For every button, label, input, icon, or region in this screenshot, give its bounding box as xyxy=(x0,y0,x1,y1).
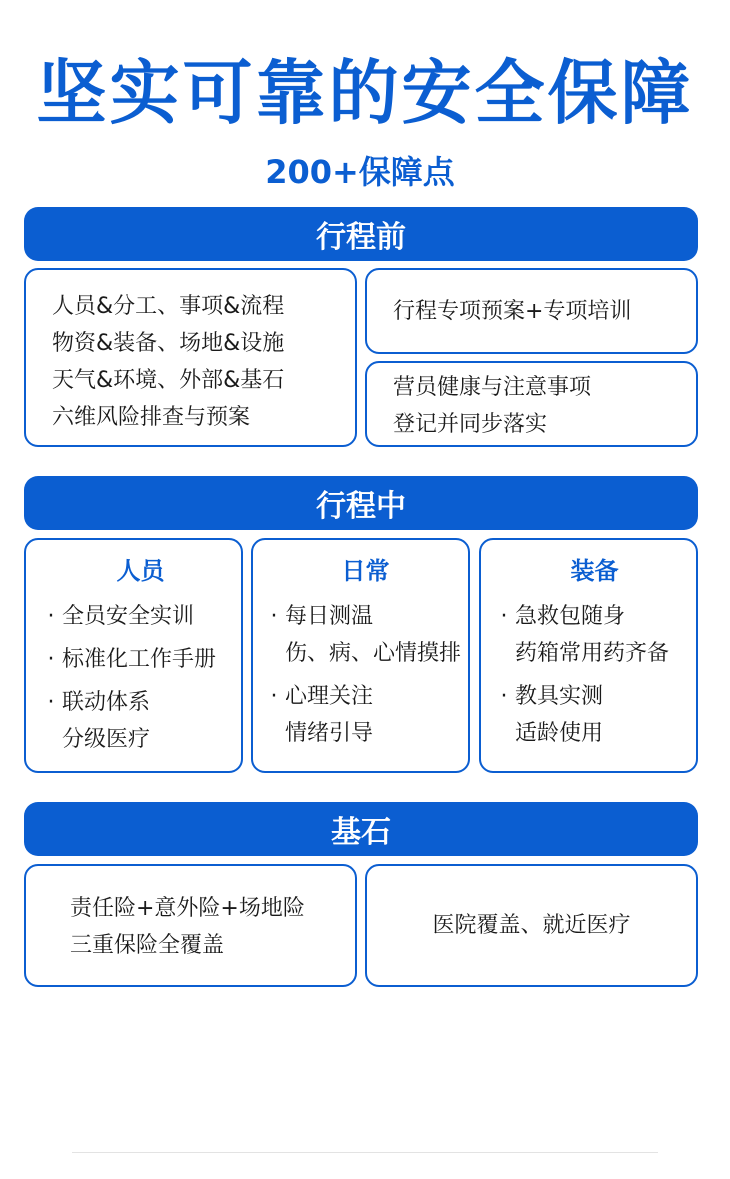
before-health-line: 登记并同步落实 xyxy=(393,412,548,437)
before-plan-card xyxy=(365,268,698,354)
foundation-hospital-card xyxy=(365,864,698,987)
page-subtitle: 200+保障点 xyxy=(265,153,455,191)
foundation-insurance-card xyxy=(24,864,357,987)
bullet-dot: · xyxy=(270,604,278,629)
foundation-insurance-line: 三重保险全覆盖 xyxy=(70,933,225,958)
footer-divider xyxy=(72,1152,658,1153)
bullet-dot: · xyxy=(47,604,55,629)
bullet-dot: · xyxy=(47,647,55,672)
during-col-equipment xyxy=(479,538,698,773)
before-risk-line: 天气&环境、外部&基石 xyxy=(52,368,285,393)
during-col-heading: 日常 xyxy=(341,557,390,585)
section-bar-foundation: 基石 xyxy=(24,802,698,856)
bullet-dot: · xyxy=(270,684,278,709)
before-risk-line: 人员&分工、事项&流程 xyxy=(52,294,285,319)
page-title: 坚实可靠的安全保障 xyxy=(36,52,694,134)
during-col-people xyxy=(24,538,243,773)
section-bar-before: 行程前 xyxy=(24,207,698,261)
before-risk-card xyxy=(24,268,357,447)
during-bullet-text: 心理关注 xyxy=(285,684,374,709)
before-risk-line: 六维风险排查与预案 xyxy=(52,405,251,430)
during-bullet-text: 全员安全实训 xyxy=(62,604,195,629)
before-health-line: 营员健康与注意事项 xyxy=(393,375,592,400)
before-plan-text: 行程专项预案+专项培训 xyxy=(393,298,632,324)
bullet-dot: · xyxy=(500,684,508,709)
bullet-dot: · xyxy=(47,690,55,715)
before-risk-line: 物资&装备、场地&设施 xyxy=(52,331,285,356)
during-bullet-text: 联动体系 xyxy=(62,690,151,715)
section-bar-during: 行程中 xyxy=(24,476,698,530)
during-bullet-text: 教具实测 xyxy=(515,684,604,709)
during-bullet-text: 急救包随身 xyxy=(515,604,626,629)
during-bullet-cont: 情绪引导 xyxy=(285,721,374,746)
bullet-dot: · xyxy=(500,604,508,629)
during-col-heading: 装备 xyxy=(570,557,619,585)
during-col-heading: 人员 xyxy=(116,557,165,585)
during-col-daily xyxy=(251,538,470,773)
foundation-hospital-text: 医院覆盖、就近医疗 xyxy=(432,913,631,938)
during-bullet-text: 每日测温 xyxy=(285,604,374,629)
during-bullet-cont: 药箱常用药齐备 xyxy=(515,641,670,666)
during-bullet-cont: 适龄使用 xyxy=(515,721,604,746)
during-bullet-cont: 分级医疗 xyxy=(62,727,151,752)
during-bullet-cont: 伤、病、心情摸排 xyxy=(285,641,462,666)
during-bullet-text: 标准化工作手册 xyxy=(62,647,217,672)
before-health-card xyxy=(365,361,698,447)
foundation-insurance-line: 责任险+意外险+场地险 xyxy=(70,896,305,921)
